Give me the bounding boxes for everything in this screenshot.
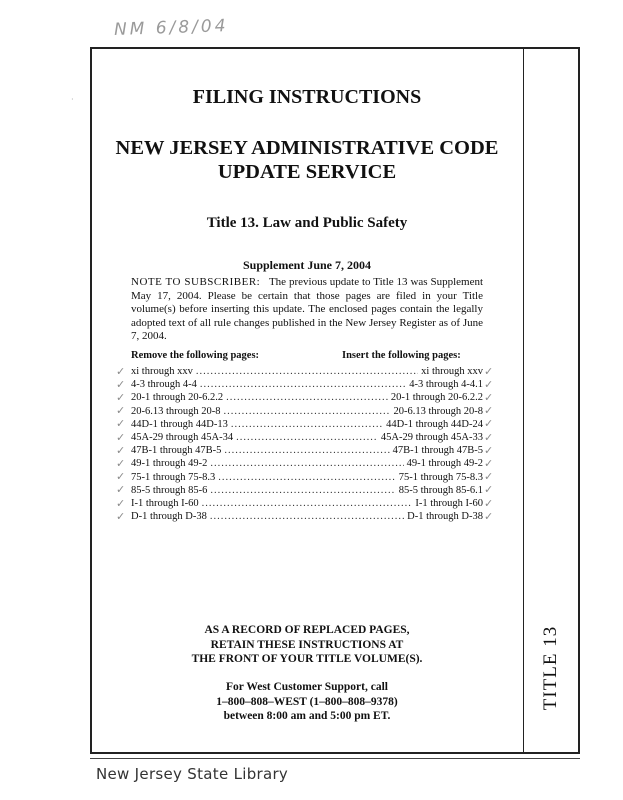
table-row (131, 378, 483, 391)
title-tab-label: TITLE 13 (540, 625, 561, 711)
table-row (131, 471, 483, 484)
retain-instructions-notice (92, 623, 522, 667)
check-mark-icon: ✓ (116, 510, 126, 523)
check-mark-icon: ✓ (484, 444, 494, 457)
insert-range: xi through xxv (421, 366, 483, 377)
table-row (131, 497, 483, 510)
title-heading: Title 13. Law and Public Safety (206, 215, 408, 231)
supplement-date: Supplement June 7, 2004 (242, 258, 372, 272)
record-line2: RETAIN THESE INSTRUCTIONS AT (210, 638, 404, 651)
leader-dots (202, 497, 413, 510)
remove-range: 85-5 through 85-6 (131, 484, 208, 496)
insert-range: 45A-29 through 45A-33 (380, 431, 483, 443)
check-mark-icon: ✓ (484, 417, 494, 430)
table-row (131, 484, 483, 497)
insert-range: 49-1 through 49-2 (406, 458, 483, 470)
record-line3: THE FRONT OF YOUR TITLE VOLUME(S). (191, 653, 423, 665)
leader-dots (210, 510, 404, 523)
check-mark-icon: ✓ (484, 483, 494, 496)
check-mark-icon: ✓ (484, 470, 494, 483)
insert-range: 4-3 through 4-4.1 (409, 379, 483, 391)
check-mark-icon: ✓ (116, 417, 126, 430)
check-mark-icon: ✓ (484, 378, 494, 391)
table-row (131, 365, 483, 378)
remove-range: I-1 through I-60 (131, 497, 199, 509)
check-mark-icon: ✓ (116, 378, 126, 391)
table-row (131, 405, 483, 418)
check-mark-icon: ✓ (116, 497, 126, 510)
leader-dots (200, 378, 406, 391)
insert-range: 47B-1 through 47B-5 (392, 445, 483, 457)
note-body: The previous update to Title 13 was Supplement May 17, 2004. Please be certain that those pages are filed in your Title volume(s) before inserting this update. The enclosed pages contain the legally adopted text of all rule changes published in the New Jersey Register as of June 7, 2004. (131, 276, 484, 342)
insert-pages-header: Insert the following pages: (342, 350, 461, 361)
table-row (131, 418, 483, 431)
support-hours: between 8:00 am and 5:00 pm ET. (223, 710, 391, 722)
title-tab-divider (523, 47, 524, 754)
insert-range: D-1 through D-38 (407, 511, 483, 523)
check-mark-icon: ✓ (116, 457, 126, 470)
remove-range: 47B-1 through 47B-5 (131, 445, 222, 457)
check-mark-icon: ✓ (484, 404, 494, 417)
njac-heading-line2: UPDATE SERVICE (217, 161, 397, 183)
remove-range: 45A-29 through 45A-34 (131, 431, 234, 443)
remove-range: 44D-1 through 44D-13 (131, 418, 228, 430)
remove-range: 20-6.13 through 20-8 (131, 405, 221, 417)
insert-range: I-1 through I-60 (415, 497, 483, 509)
page-replacement-table (131, 365, 483, 523)
filing-instructions-heading: FILING INSTRUCTIONS (192, 86, 422, 108)
check-mark-icon: ✓ (116, 404, 126, 417)
subscriber-note (131, 276, 483, 344)
leader-dots (210, 457, 403, 470)
remove-range: 75-1 through 75-8.3 (131, 471, 216, 483)
check-mark-icon: ✓ (116, 444, 126, 457)
remove-pages-header: Remove the following pages: (131, 350, 260, 361)
leader-dots (226, 391, 388, 404)
check-mark-icon: ✓ (484, 497, 494, 510)
check-mark-icon: ✓ (484, 391, 494, 404)
insert-range: 20-6.13 through 20-8 (393, 405, 483, 417)
note-lead: NOTE TO SUBSCRIBER: (131, 276, 261, 288)
remove-range: 20-1 through 20-6.2.2 (131, 392, 224, 404)
check-mark-icon: ✓ (484, 365, 494, 378)
table-row (131, 391, 483, 404)
table-row (131, 510, 483, 523)
check-mark-icon: ✓ (116, 391, 126, 404)
leader-dots (196, 365, 418, 378)
record-line1: AS A RECORD OF REPLACED PAGES, (204, 624, 410, 636)
remove-range: 49-1 through 49-2 (131, 458, 208, 470)
page-border-bottom-rule (90, 758, 580, 759)
support-phone: 1–800–808–WEST (1–800–808–9378) (216, 695, 398, 708)
handwritten-initials-date: NM 6/8/04 (113, 16, 229, 40)
table-row (131, 431, 483, 444)
support-line1: For West Customer Support, call (226, 681, 388, 693)
table-row (131, 457, 483, 470)
leader-dots (224, 444, 389, 457)
leader-dots (210, 484, 395, 497)
njac-heading (92, 136, 522, 184)
check-mark-icon: ✓ (484, 457, 494, 470)
remove-range: 4-3 through 4-4 (131, 379, 197, 391)
insert-range: 85-5 through 85-6.1 (398, 484, 483, 496)
leader-dots (218, 471, 395, 484)
remove-range: D-1 through D-38 (131, 511, 207, 523)
library-stamp: New Jersey State Library (96, 765, 289, 783)
insert-range: 44D-1 through 44D-24 (386, 418, 483, 430)
leader-dots (236, 431, 378, 444)
njac-heading-line1: NEW JERSEY ADMINISTRATIVE CODE (115, 137, 499, 159)
check-mark-icon: ✓ (116, 365, 126, 378)
check-mark-icon: ✓ (484, 510, 494, 523)
customer-support-info (92, 680, 522, 724)
insert-range: 20-1 through 20-6.2.2 (390, 392, 483, 404)
insert-range: 75-1 through 75-8.3 (398, 471, 483, 483)
scan-mark: · (71, 95, 74, 104)
check-mark-icon: ✓ (484, 431, 494, 444)
check-mark-icon: ✓ (116, 483, 126, 496)
check-mark-icon: ✓ (116, 470, 126, 483)
leader-dots (231, 418, 383, 431)
check-mark-icon: ✓ (116, 431, 126, 444)
leader-dots (224, 405, 391, 418)
table-row (131, 444, 483, 457)
remove-range: xi through xxv (131, 366, 193, 377)
